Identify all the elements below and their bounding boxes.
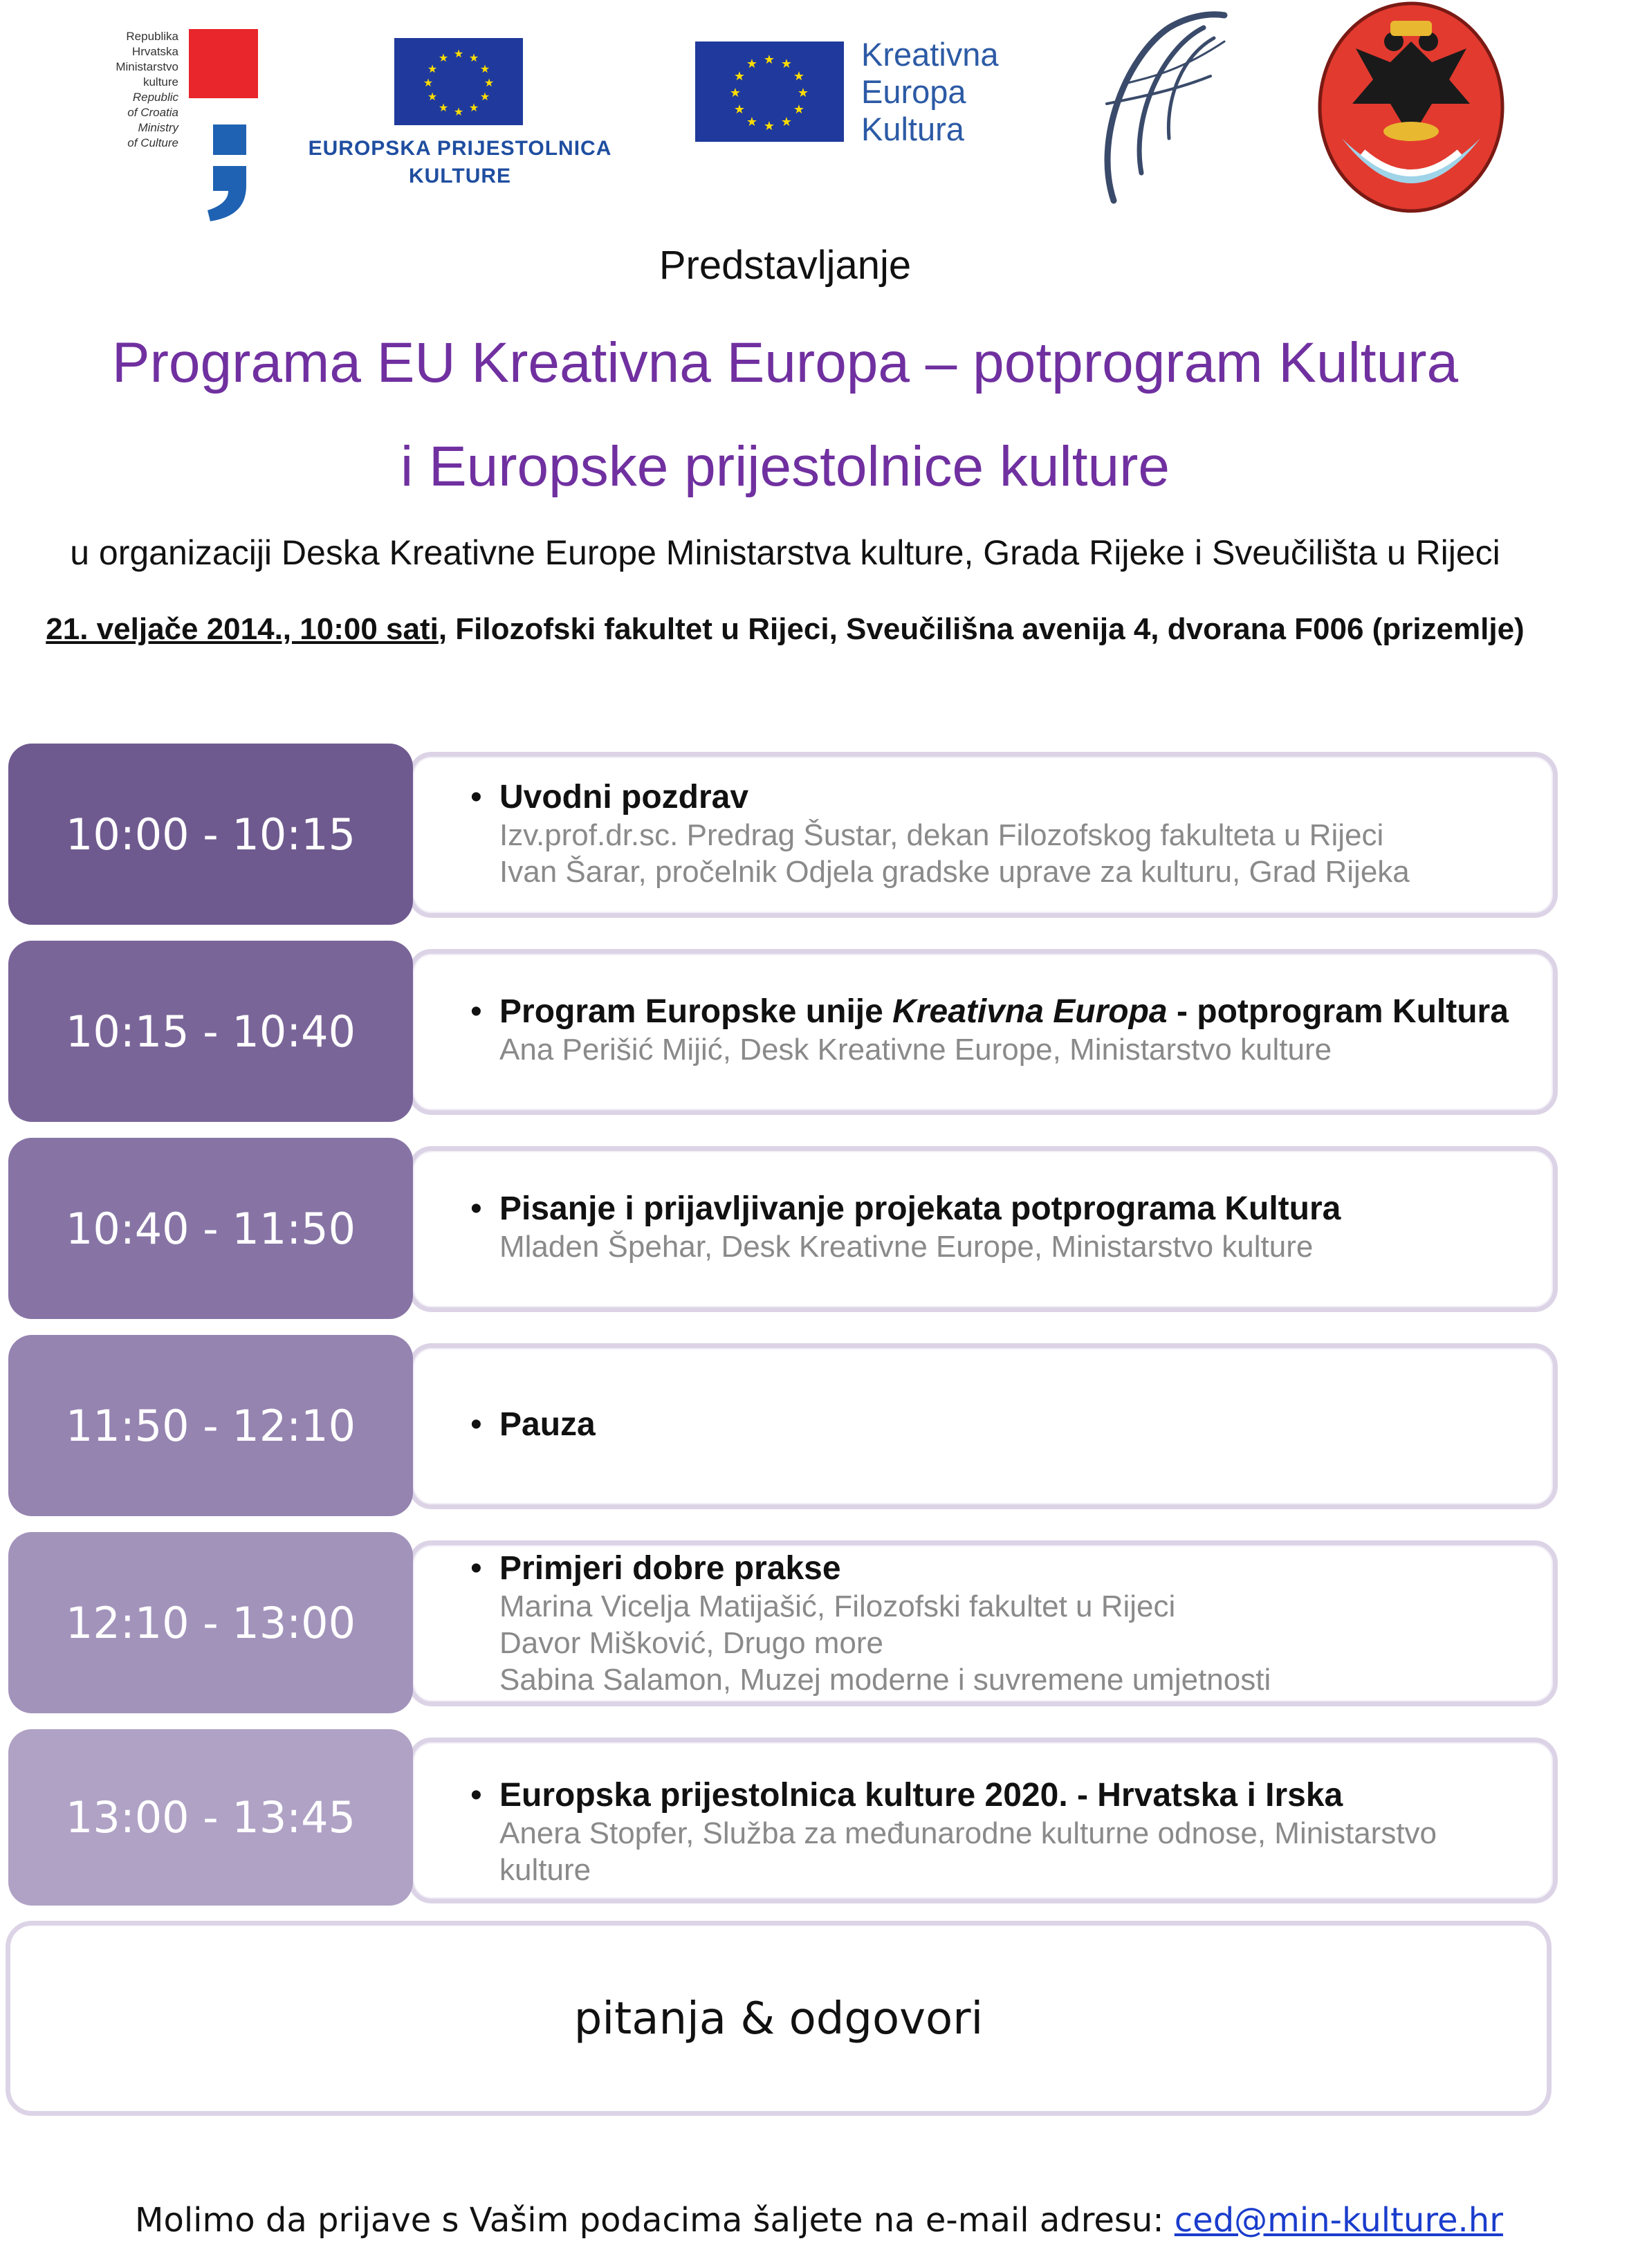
rijeka-coat-of-arms-icon — [1314, 0, 1508, 214]
agenda-content — [470, 1776, 1536, 1888]
ministry-line-en: Ministry — [138, 121, 178, 134]
agenda-speaker: Izv.prof.dr.sc. Predrag Šustar, dekan Filozofskog fakulteta u Rijeci — [499, 818, 1384, 852]
agenda-title — [470, 993, 1536, 1031]
svg-text:★: ★ — [453, 47, 464, 60]
agenda-content — [470, 993, 1536, 1068]
svg-text:★: ★ — [479, 90, 490, 103]
svg-text:★: ★ — [733, 102, 746, 117]
title-line1: Programa EU Kreativna Europa – potprogram Kultura — [111, 331, 1459, 394]
european-capital-of-culture-logo — [304, 28, 616, 201]
ministry-line: kulture — [142, 75, 178, 89]
agenda-time: 10:00 - 10:15 — [8, 744, 413, 925]
agenda-title-part: Program Europske unije — [499, 993, 893, 1030]
svg-text:★: ★ — [780, 115, 793, 129]
creative-europe-logo — [695, 36, 1020, 154]
agenda-time: 10:40 - 11:50 — [8, 1138, 413, 1319]
eu-flag-icon — [695, 42, 844, 142]
svg-text:★: ★ — [746, 57, 758, 71]
bullet: • — [470, 1406, 482, 1443]
agenda-row — [0, 1729, 1638, 1916]
agenda-row — [0, 1532, 1638, 1719]
svg-text:★: ★ — [763, 119, 775, 133]
svg-text:★: ★ — [793, 102, 805, 117]
agenda-speaker: Mladen Špehar, Desk Kreativne Europe, Ministarstvo kulture — [499, 1230, 1314, 1264]
agenda-title-text: Pisanje i prijavljivanje projekata potprograma Kultura — [499, 1190, 1341, 1227]
bullet: • — [470, 1777, 482, 1814]
bullet: • — [470, 1190, 482, 1227]
agenda-row — [0, 1138, 1638, 1325]
creative-europe-line2: Europa — [861, 73, 966, 110]
agenda-speaker: Marina Vicelja Matijašić, Filozofski fakultet u Rijeci — [499, 1589, 1176, 1623]
agenda-content — [470, 1405, 1536, 1444]
agenda-title-text: Pauza — [499, 1406, 596, 1443]
bullet: • — [470, 779, 482, 815]
agenda-content — [470, 1190, 1536, 1265]
date-time: 21. veljače 2014., 10:00 sati — [46, 612, 439, 646]
ministry-line-en: of Culture — [127, 136, 178, 149]
agenda-speaker: Davor Mišković, Drugo more — [499, 1626, 884, 1660]
svg-text:★: ★ — [746, 115, 758, 129]
agenda-title-part: - potprogram Kultura — [1167, 993, 1509, 1030]
qa-box — [6, 1921, 1552, 2116]
agenda-title — [470, 1549, 1536, 1588]
agenda-title-text: Europska prijestolnica kulture 2020. - Hrvatska i Irska — [499, 1777, 1343, 1814]
svg-text:★: ★ — [423, 76, 434, 89]
agenda-row — [0, 1335, 1638, 1522]
qa-text: pitanja & odgovori — [573, 1993, 984, 2045]
svg-text:★: ★ — [468, 51, 479, 64]
svg-text:★: ★ — [729, 86, 742, 100]
ffr-logo-icon — [1065, 0, 1238, 214]
agenda-time: 11:50 - 12:10 — [8, 1335, 413, 1516]
agenda-speaker: Ana Perišić Mijić, Desk Kreativne Europe, Ministarstvo kulture — [499, 1033, 1332, 1067]
ministry-comma-icon — [201, 125, 259, 221]
agenda-row — [0, 941, 1638, 1127]
ministry-line-en: Republic — [132, 91, 178, 104]
svg-text:★: ★ — [484, 76, 495, 89]
svg-text:★: ★ — [797, 86, 809, 100]
bullet: • — [470, 993, 482, 1030]
svg-text:★: ★ — [733, 69, 746, 84]
svg-text:★: ★ — [438, 101, 449, 114]
ecoc-line1: EUROPSKA PRIJESTOLNICA — [308, 137, 612, 160]
agenda-row — [0, 744, 1638, 930]
creative-europe-line3: Kultura — [861, 111, 964, 147]
svg-text:★: ★ — [793, 69, 805, 84]
svg-text:★: ★ — [763, 53, 775, 67]
ministry-line: Hrvatska — [131, 45, 178, 58]
footer-text: Molimo da prijave s Vašim podacima šaljete na e-mail adresu: — [135, 2201, 1175, 2240]
agenda-speaker: Ivan Šarar, pročelnik Odjela gradske uprave za kulturu, Grad Rijeka — [499, 855, 1410, 889]
creative-europe-line1: Kreativna — [861, 36, 999, 73]
ministry-line: Ministarstvo — [116, 60, 178, 73]
svg-text:★: ★ — [427, 90, 438, 103]
eu-flag-icon — [394, 38, 523, 125]
agenda-speaker: Anera Stopfer, Služba za međunarodne kulturne odnose, Ministarstvo kulture — [499, 1816, 1437, 1887]
agenda-title-text: Uvodni pozdrav — [499, 779, 749, 815]
agenda-time: 12:10 - 13:00 — [8, 1532, 413, 1713]
title-line2: i Europske prijestolnice kulture — [400, 435, 1170, 498]
organisers-text: u organizaciji Deska Kreativne Europe Ministarstva kulture, Grada Rijeke i Sveučilišta u Rijeci — [70, 533, 1500, 572]
agenda-content — [470, 778, 1536, 890]
intro-text: Predstavljanje — [659, 243, 912, 288]
agenda-time: 13:00 - 13:45 — [8, 1729, 413, 1906]
agenda-time: 10:15 - 10:40 — [8, 941, 413, 1122]
agenda-speaker: Sabina Salamon, Muzej moderne i suvremene umjetnosti — [499, 1663, 1271, 1697]
ministry-logo-text — [55, 29, 178, 151]
date-venue — [0, 612, 1570, 647]
venue: , Filozofski fakultet u Rijeci, Sveučilišna avenija 4, dvorana F006 (prizemlje) — [438, 612, 1525, 646]
ministry-line-en: of Croatia — [127, 106, 178, 119]
svg-text:★: ★ — [479, 62, 490, 75]
svg-text:★: ★ — [468, 101, 479, 114]
svg-text:★: ★ — [780, 57, 793, 71]
email-link[interactable]: ced@min-kulture.hr — [1174, 2201, 1503, 2240]
svg-text:★: ★ — [427, 62, 438, 75]
agenda-title — [470, 1405, 1536, 1444]
agenda-title — [470, 1776, 1536, 1815]
bullet: • — [470, 1550, 482, 1587]
ministry-red-square — [189, 29, 258, 98]
svg-text:★: ★ — [438, 51, 449, 64]
agenda-title-italic: Kreativna Europa — [892, 993, 1168, 1030]
ecoc-line2: KULTURE — [408, 165, 512, 187]
agenda-title — [470, 1190, 1536, 1228]
agenda-title-text: Primjeri dobre prakse — [499, 1550, 841, 1587]
footer — [0, 2201, 1638, 2240]
agenda-content — [470, 1549, 1536, 1698]
svg-text:★: ★ — [453, 105, 464, 118]
ministry-of-culture-logo — [55, 21, 221, 208]
ministry-line: Republika — [126, 30, 178, 43]
agenda-title — [470, 778, 1536, 817]
